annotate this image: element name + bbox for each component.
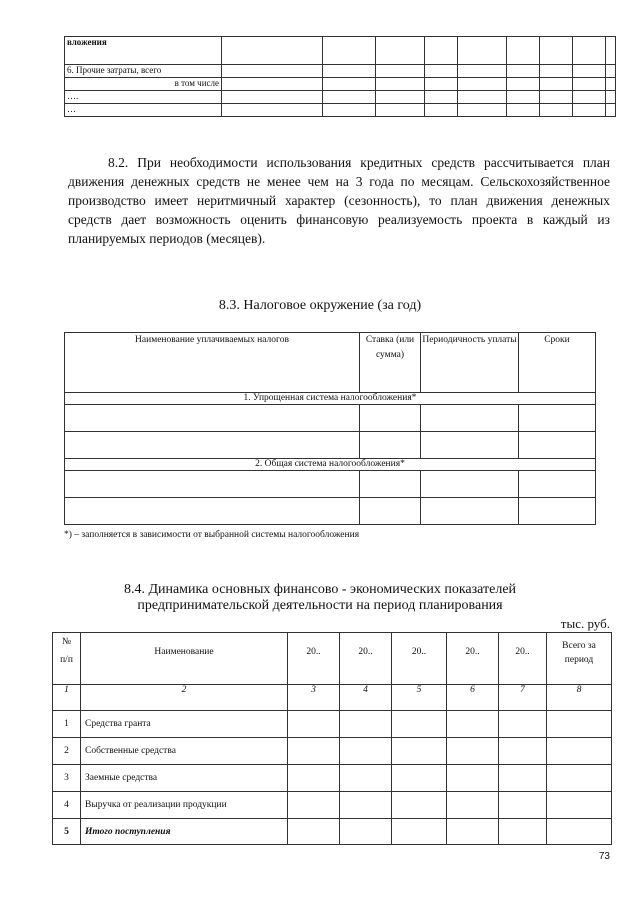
row-number: 4 xyxy=(53,792,81,819)
table-cell: …. xyxy=(65,91,222,104)
header-name: Наименование xyxy=(81,633,288,685)
row-label: Заемные средства xyxy=(81,765,288,792)
indicators-table xyxy=(52,632,612,845)
row-label: Выручка от реализации продукции xyxy=(81,792,288,819)
section-82-paragraph xyxy=(68,153,610,248)
row-number: 3 xyxy=(53,765,81,792)
section-83-title: 8.3. Налоговое окружение (за год) xyxy=(218,298,422,313)
index-cell: 5 xyxy=(392,685,447,711)
paragraph-text: 8.2. При необходимости использования кредитных средств рассчитывается план движения денежных средств не менее чем на 3 года по месяцам. Сельскохозяйственное производство имеет неритмичный характер (сезонность), то план движения денежных средств дает возможность оценить финансовую реализуемость проекта в каждый из планируемых периодов (месяцев). xyxy=(68,155,610,246)
index-cell: 3 xyxy=(288,685,340,711)
table-cell: вложения xyxy=(65,37,222,65)
table-row xyxy=(53,819,612,845)
unit-label: тыс. руб. xyxy=(560,616,610,631)
tax-table xyxy=(64,332,596,525)
index-cell: 1 xyxy=(53,685,81,711)
table-cell: … xyxy=(65,104,222,117)
index-cell: 7 xyxy=(499,685,547,711)
title-line-2: предпринимательской деятельности на период планирования xyxy=(137,598,503,613)
footnote: *) – заполняется в зависимости от выбранной системы налогообложения xyxy=(64,530,360,540)
group-simplified: 1. Упрощенная система налогообложения* xyxy=(65,393,596,405)
table-row xyxy=(53,765,612,792)
header-year-2: 20.. xyxy=(340,633,392,685)
index-cell: 6 xyxy=(447,685,499,711)
header-name: Наименование уплачиваемых налогов xyxy=(65,333,360,393)
header-total: Всего за период xyxy=(547,633,612,685)
top-table xyxy=(64,36,616,117)
header-year-1: 20.. xyxy=(288,633,340,685)
index-cell: 8 xyxy=(547,685,612,711)
header-rate: Ставка (или сумма) xyxy=(360,333,421,393)
header-year-3: 20.. xyxy=(392,633,447,685)
section-84-title xyxy=(0,582,640,614)
page-number: 73 xyxy=(598,851,610,862)
row-number: 2 xyxy=(53,738,81,765)
row-number: 1 xyxy=(53,711,81,738)
header-terms: Сроки xyxy=(519,333,596,393)
header-no: № п/п xyxy=(53,633,81,685)
index-cell: 2 xyxy=(81,685,288,711)
table-row xyxy=(53,738,612,765)
row-label: Средства гранта xyxy=(81,711,288,738)
group-general: 2. Общая система налогообложения* xyxy=(65,459,596,471)
table-cell: 6. Прочие затраты, всего xyxy=(65,65,222,78)
table-cell: в том числе xyxy=(65,78,222,91)
row-label: Собственные средства xyxy=(81,738,288,765)
row-label: Итого поступления xyxy=(81,819,288,845)
row-number: 5 xyxy=(53,819,81,845)
title-line-1: 8.4. Динамика основных финансово - экономических показателей xyxy=(123,582,517,597)
index-cell: 4 xyxy=(340,685,392,711)
header-year-5: 20.. xyxy=(499,633,547,685)
table-row xyxy=(53,711,612,738)
header-frequency: Периодичность уплаты xyxy=(421,333,519,393)
table-row xyxy=(53,792,612,819)
header-year-4: 20.. xyxy=(447,633,499,685)
